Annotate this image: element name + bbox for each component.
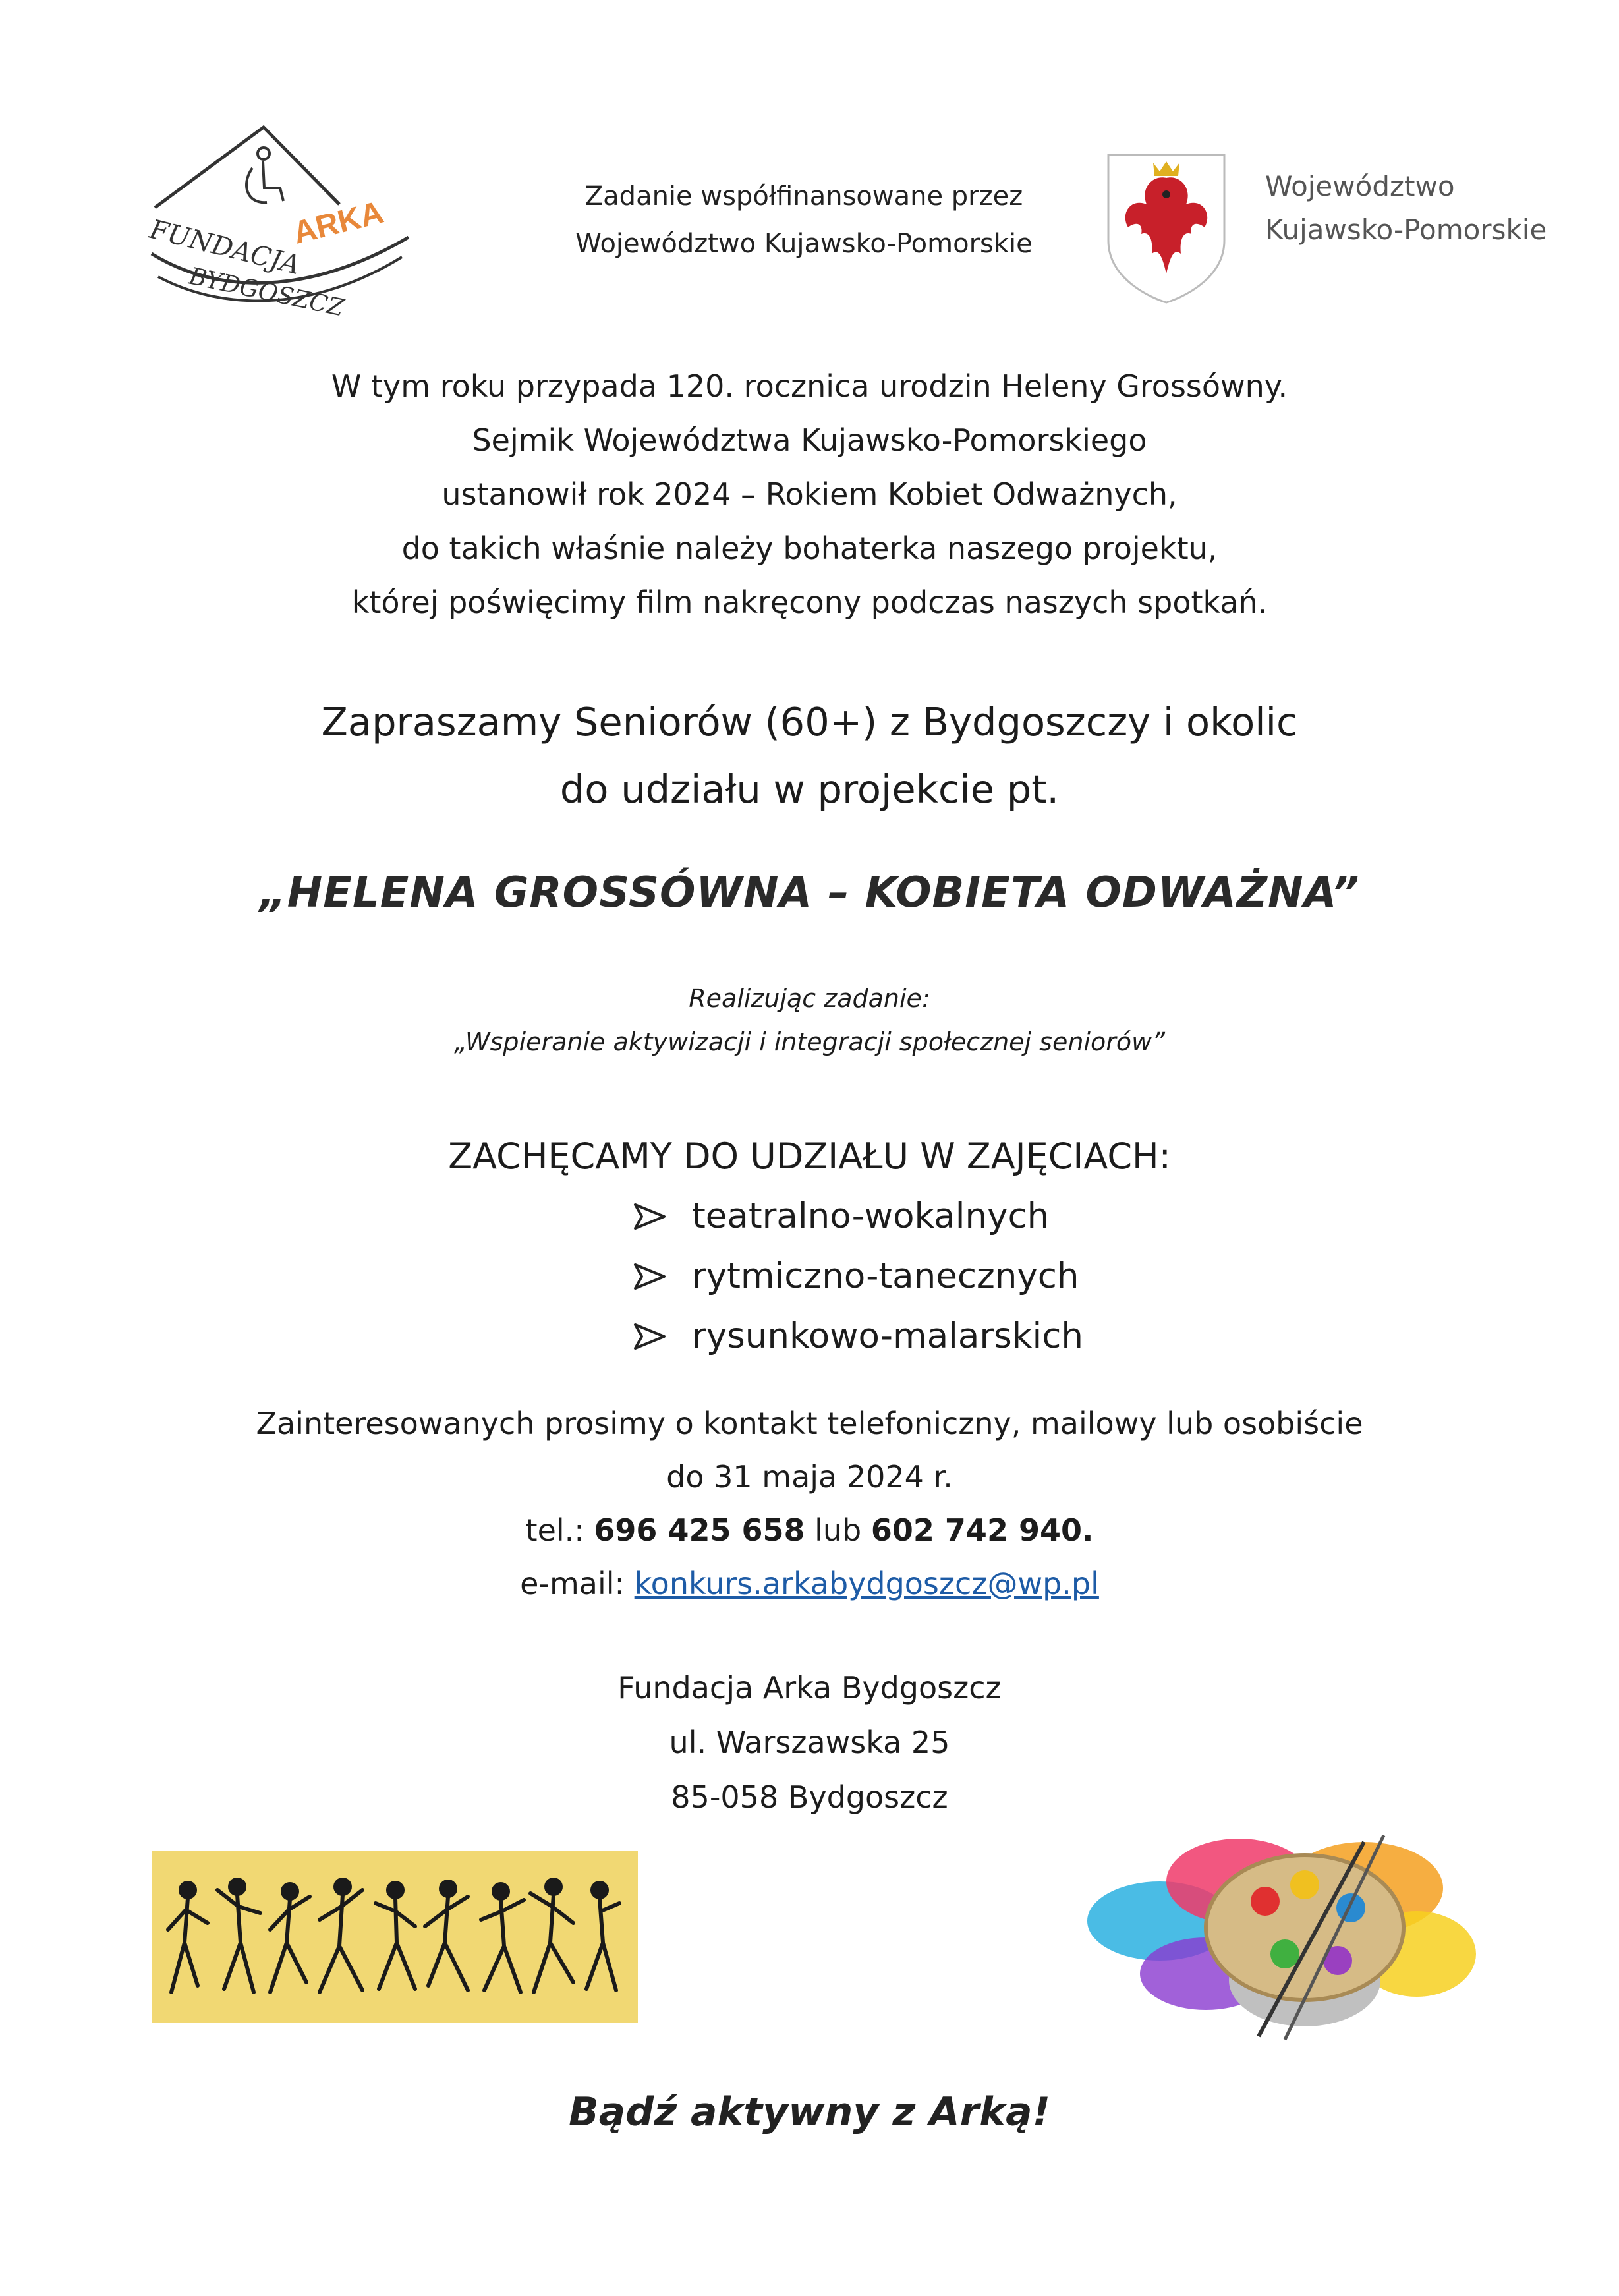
contact-block xyxy=(132,1397,1487,1611)
intro-line: W tym roku przypada 120. rocznica urodzin Heleny Grossówny. xyxy=(331,368,1288,404)
dancers-illustration xyxy=(152,1851,638,2023)
region-line-1: Województwo xyxy=(1265,170,1455,202)
phone-number-1[interactable]: 696 425 658 xyxy=(594,1512,805,1548)
tel-label: tel.: xyxy=(525,1512,584,1548)
address-city: 85-058 Bydgoszcz xyxy=(671,1779,948,1815)
dancers-silhouettes-icon xyxy=(152,1851,638,2023)
region-crest-icon xyxy=(1100,148,1232,306)
paint-palette-illustration xyxy=(1087,1829,1483,2046)
cofinance-line-1: Zadanie współfinansowane przez xyxy=(584,181,1023,212)
phone-line: tel.: 696 425 658 lub 602 742 940. xyxy=(525,1512,1094,1548)
invitation-line-2: do udziału w projekcie pt. xyxy=(559,766,1060,812)
region-line-2: Kujawsko-Pomorskie xyxy=(1265,214,1547,246)
email-label: e-mail: xyxy=(520,1566,625,1601)
arrow-bullet-icon xyxy=(633,1322,672,1351)
address-org: Fundacja Arka Bydgoszcz xyxy=(617,1670,1002,1706)
task-name: „Wspieranie aktywizacji i integracji społecznej seniorów” xyxy=(454,1027,1165,1056)
intro-line: Sejmik Województwa Kujawsko-Pomorskiego xyxy=(472,422,1147,458)
address-block xyxy=(395,1661,1224,1825)
phone-number-2[interactable]: 602 742 940 xyxy=(870,1512,1082,1548)
activity-label: rysunkowo-malarskich xyxy=(692,1316,1083,1356)
invitation-line-1: Zapraszamy Seniorów (60+) z Bydgoszczy i okolic xyxy=(321,699,1298,745)
cofinance-note xyxy=(540,173,1067,268)
task-label: Realizując zadanie: xyxy=(689,984,930,1013)
activity-label: teatralno-wokalnych xyxy=(692,1196,1050,1236)
paint-palette-icon xyxy=(1087,1829,1483,2046)
logo-text-fundacja: FUNDACJA xyxy=(146,214,303,281)
region-name xyxy=(1265,165,1581,252)
fundacja-arka-logo xyxy=(142,122,418,326)
logo-text-arka: ARKA xyxy=(289,194,387,251)
invitation xyxy=(132,689,1487,823)
intro-paragraph xyxy=(132,359,1487,629)
address-street: ul. Warszawska 25 xyxy=(669,1725,950,1760)
cofinance-line-2: Województwo Kujawsko-Pomorskie xyxy=(575,229,1033,259)
email-link[interactable]: konkurs.arkabydgoszcz@wp.pl xyxy=(634,1566,1099,1601)
phone-or: lub xyxy=(814,1512,862,1548)
list-item xyxy=(633,1246,1083,1306)
activities-list xyxy=(633,1186,1083,1366)
list-item xyxy=(633,1186,1083,1246)
activities-heading: ZACHĘCAMY DO UDZIAŁU W ZAJĘCIACH: xyxy=(448,1135,1171,1177)
intro-line: do takich właśnie należy bohaterka naszego projektu, xyxy=(401,531,1218,566)
contact-deadline: do 31 maja 2024 r. xyxy=(666,1459,953,1495)
arrow-bullet-icon xyxy=(633,1262,672,1291)
arrow-bullet-icon xyxy=(633,1202,672,1231)
contact-intro: Zainteresowanych prosimy o kontakt telefoniczny, mailowy lub osobiście xyxy=(256,1406,1363,1441)
project-title: „HELENA GROSSÓWNA – KOBIETA ODWAŻNA” xyxy=(259,869,1360,917)
intro-line: ustanowił rok 2024 – Rokiem Kobiet Odważnych, xyxy=(441,476,1178,512)
email-line xyxy=(132,1557,1487,1611)
intro-line: której poświęcimy film nakręcony podczas naszych spotkań. xyxy=(351,585,1268,620)
list-item xyxy=(633,1306,1083,1366)
slogan: Bądź aktywny z Arką! xyxy=(569,2089,1050,2135)
logo-text-bydgoszcz: BYDGOSZCZ xyxy=(186,262,347,322)
activity-label: rytmiczno-tanecznych xyxy=(692,1256,1079,1296)
